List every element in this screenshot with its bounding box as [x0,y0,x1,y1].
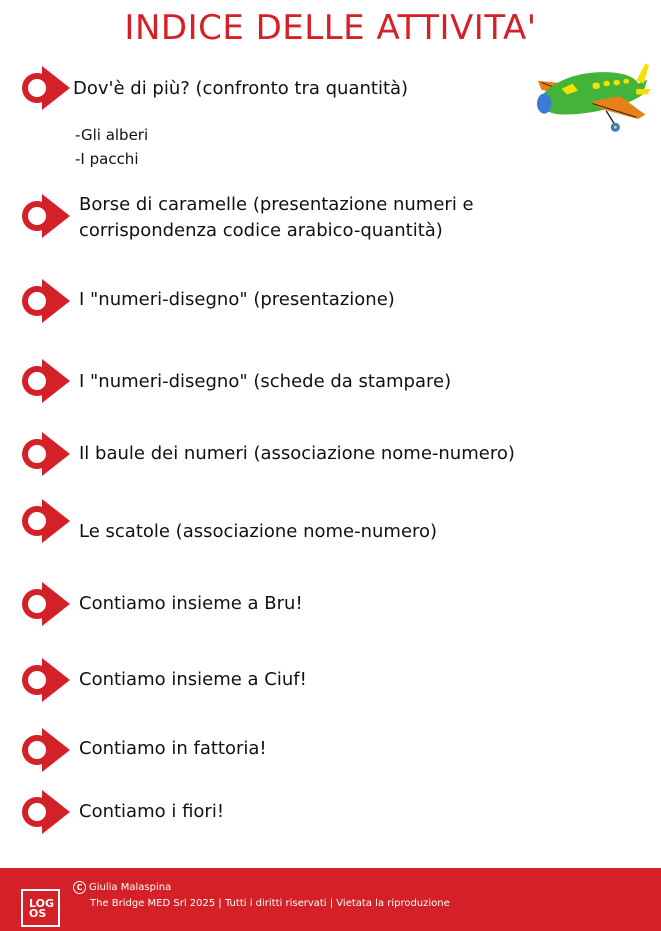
activity-label: Contiamo insieme a Bru! [79,593,303,614]
logo-text-1: LOG [29,897,54,910]
activity-label: Contiamo in fattoria! [79,738,267,759]
activity-label: Contiamo i fiori! [79,801,225,822]
copyright-block [73,880,450,912]
author: Giulia Malaspina [89,882,172,893]
rights-text: The Bridge MED Srl 2025 | Tutti i diritti riservati | Vietata la riproduzione [90,898,450,909]
footer [0,868,661,931]
arrow-bullet-icon [20,656,70,704]
arrow-bullet-icon [20,192,70,240]
arrow-bullet-icon [20,788,70,836]
subitem-gli-alberi[interactable]: -Gli alberi [75,126,149,144]
logos-logo [21,889,60,927]
arrow-bullet-icon [20,64,70,112]
activity-label: Il baule dei numeri (associazione nome-numero) [79,443,515,464]
arrow-bullet-icon [20,357,70,405]
logo-text-2: OS [29,907,47,920]
arrow-bullet-icon [20,497,70,545]
activity-label: Dov'è di più? (confronto tra quantità) [73,78,409,99]
activity-label: Contiamo insieme a Ciuf! [79,669,307,690]
subitem-i-pacchi[interactable]: -I pacchi [75,150,139,168]
activity-label: Le scatole (associazione nome-numero) [79,521,438,542]
activity-label-line2: corrispondenza codice arabico-quantità) [79,220,443,241]
copyright-icon: C [73,881,86,894]
arrow-bullet-icon [20,277,70,325]
arrow-bullet-icon [20,430,70,478]
activity-label: I "numeri-disegno" (schede da stampare) [79,371,452,392]
activity-label: I "numeri-disegno" (presentazione) [79,289,395,310]
activity-label: Borse di caramelle (presentazione numeri e [79,194,474,215]
page-title: INDICE DELLE ATTIVITA' [124,8,537,48]
airplane-illustration [525,58,661,140]
arrow-bullet-icon [20,580,70,628]
arrow-bullet-icon [20,726,70,774]
